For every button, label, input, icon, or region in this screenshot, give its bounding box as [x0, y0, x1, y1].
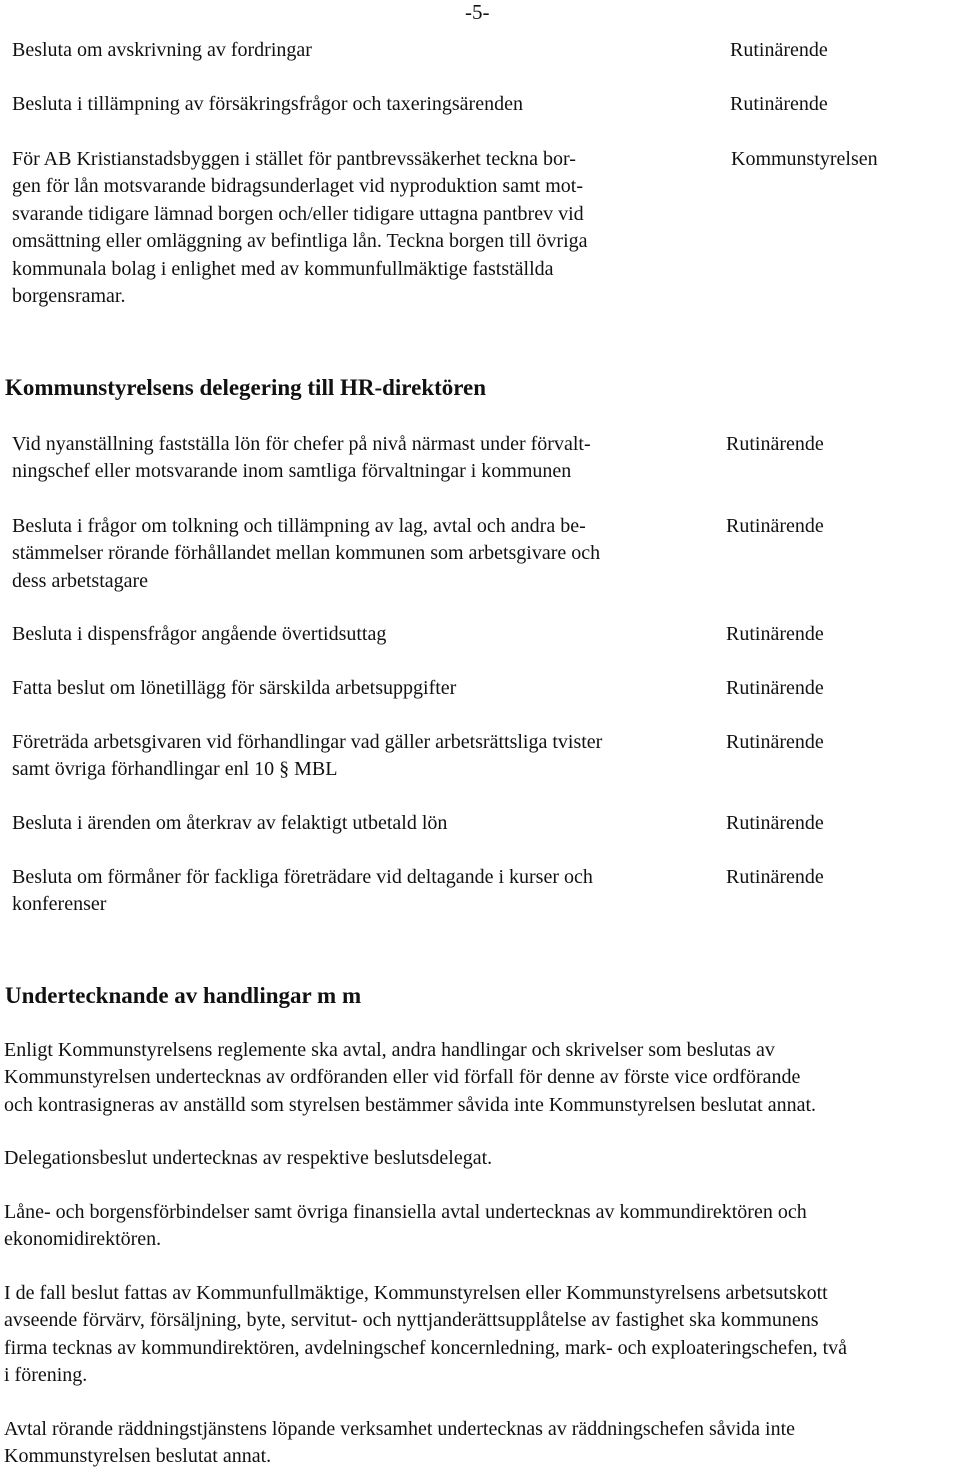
- delegation-description: [12, 431, 702, 486]
- paragraph-line: Låne- och borgensförbindelser samt övriga finansiella avtal undertecknas av kommundirektören och: [4, 1201, 807, 1223]
- description-line: Besluta i tillämpning av försäkringsfrågor och taxeringsärenden: [12, 93, 523, 115]
- description-line: stämmelser rörande förhållandet mellan kommunen som arbetsgivare och: [12, 542, 601, 565]
- delegation-authority: Rutinärende: [730, 93, 828, 115]
- delegation-authority: Rutinärende: [726, 731, 824, 753]
- paragraph: [4, 1037, 959, 1119]
- delegation-authority: Rutinärende: [726, 866, 824, 888]
- delegation-description: [12, 146, 702, 310]
- description-line: konferenser: [12, 893, 107, 916]
- delegation-description: [12, 37, 702, 64]
- description-line: Besluta i dispensfrågor angående övertidsuttag: [12, 623, 387, 645]
- paragraph-line: firma tecknas av kommundirektören, avdelningschef koncernledning, mark- och exploateringschefen, två: [4, 1336, 848, 1359]
- description-line: svarande tidigare lämnad borgen och/eller tidigare uttagna pantbrev vid: [12, 202, 584, 225]
- delegation-authority: Rutinärende: [726, 515, 824, 537]
- paragraph-line: avseende förvärv, försäljning, byte, servitut- och nyttjanderättsupplåtelse av fastighet ska kommunens: [4, 1309, 819, 1332]
- page-number: -5-: [465, 0, 490, 24]
- delegation-authority: Kommunstyrelsen: [731, 148, 878, 170]
- section-heading: Undertecknande av handlingar m m: [5, 983, 362, 1008]
- description-line: gen för lån motsvarande bidragsunderlaget vid nyproduktion samt mot-: [12, 175, 583, 198]
- paragraph-line: ekonomidirektören.: [4, 1228, 162, 1251]
- description-line: Besluta om avskrivning av fordringar: [12, 39, 312, 61]
- delegation-authority: Rutinärende: [726, 812, 824, 834]
- description-line: omsättning eller omläggning av befintliga lån. Teckna borgen till övriga: [12, 230, 588, 253]
- description-line: ningschef eller motsvarande inom samtliga förvaltningar i kommunen: [12, 460, 572, 483]
- paragraph-line: Kommunstyrelsen beslutat annat.: [4, 1445, 272, 1468]
- description-line: Vid nyanställning fastställa lön för chefer på nivå närmast under förvalt-: [12, 433, 591, 455]
- description-line: dess arbetstagare: [12, 569, 149, 592]
- paragraph-line: och kontrasigneras av anställd som styrelsen bestämmer såvida inte Kommunstyrelsen beslutat annat.: [4, 1093, 817, 1116]
- paragraph: [4, 1145, 959, 1172]
- paragraph-line: I de fall beslut fattas av Kommunfullmäktige, Kommunstyrelsen eller Kommunstyrelsens arbetsutskott: [4, 1282, 828, 1304]
- delegation-description: [12, 513, 702, 595]
- section-heading: Kommunstyrelsens delegering till HR-direktören: [5, 375, 487, 400]
- paragraph-line: i förening.: [4, 1364, 88, 1387]
- delegation-authority: Rutinärende: [730, 39, 828, 61]
- delegation-description: [12, 729, 702, 784]
- delegation-authority: Rutinärende: [726, 623, 824, 645]
- paragraph: [4, 1416, 959, 1471]
- description-line: För AB Kristianstadsbyggen i stället för pantbrevssäkerhet teckna bor-: [12, 148, 576, 170]
- description-line: borgensramar.: [12, 285, 126, 308]
- delegation-description: [12, 91, 702, 118]
- delegation-authority: Rutinärende: [726, 677, 824, 699]
- description-line: kommunala bolag i enlighet med av kommunfullmäktige fastställda: [12, 257, 554, 280]
- paragraph-line: Kommunstyrelsen undertecknas av ordföranden eller vid förfall för denne av förste vice ordförande: [4, 1066, 801, 1089]
- description-line: Besluta om förmåner för fackliga företrädare vid deltagande i kurser och: [12, 866, 593, 888]
- paragraph: [4, 1199, 959, 1254]
- description-line: Företräda arbetsgivaren vid förhandlingar vad gäller arbetsrättsliga tvister: [12, 731, 603, 753]
- paragraph-line: Delegationsbeslut undertecknas av respektive beslutsdelegat.: [4, 1147, 493, 1169]
- description-line: Besluta i frågor om tolkning och tillämpning av lag, avtal och andra be-: [12, 515, 586, 537]
- paragraph-line: Enligt Kommunstyrelsens reglemente ska avtal, andra handlingar och skrivelser som beslutas av: [4, 1039, 775, 1061]
- delegation-description: [12, 621, 702, 648]
- paragraph-line: Avtal rörande räddningstjänstens löpande verksamhet undertecknas av räddningschefen såvida inte: [4, 1418, 796, 1440]
- delegation-description: [12, 864, 702, 919]
- delegation-description: [12, 810, 702, 837]
- delegation-authority: Rutinärende: [726, 433, 824, 455]
- delegation-description: [12, 675, 702, 702]
- description-line: samt övriga förhandlingar enl 10 § MBL: [12, 758, 338, 781]
- paragraph: [4, 1280, 959, 1390]
- description-line: Fatta beslut om lönetillägg för särskilda arbetsuppgifter: [12, 677, 457, 699]
- description-line: Besluta i ärenden om återkrav av felaktigt utbetald lön: [12, 812, 448, 834]
